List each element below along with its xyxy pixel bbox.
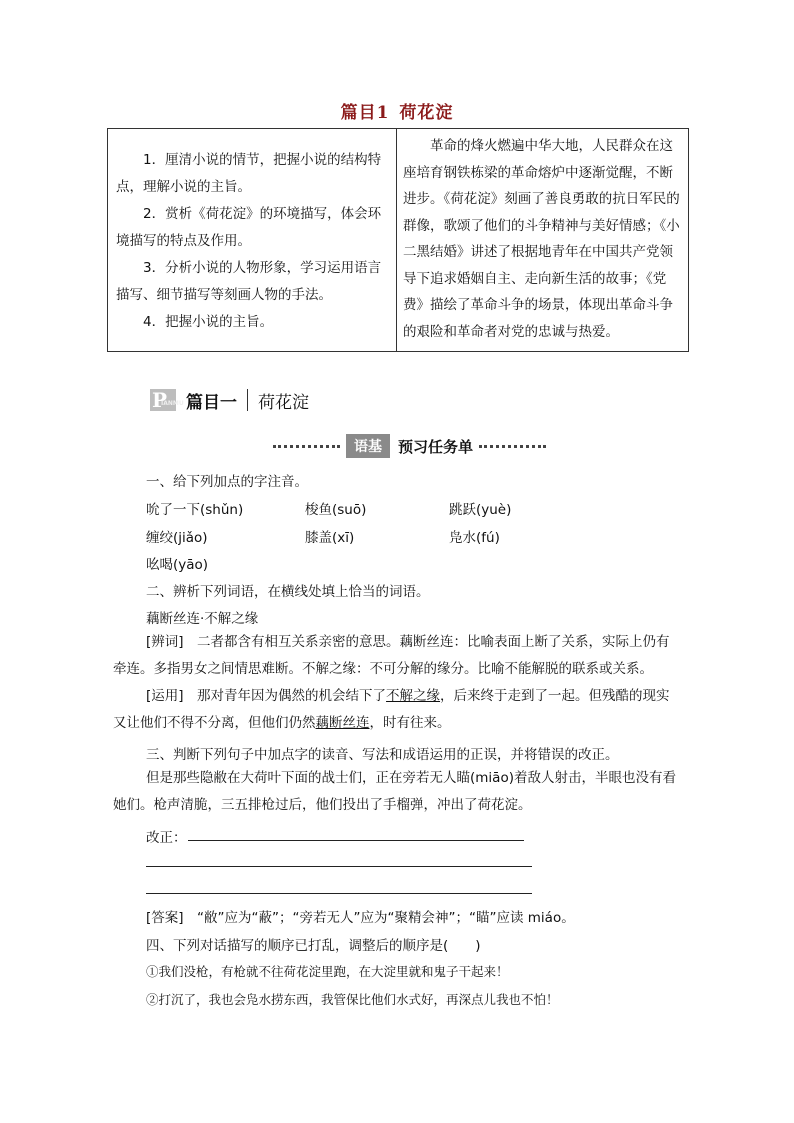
dotted-rule-left: [273, 445, 340, 448]
unit-label: 篇目一: [186, 392, 237, 413]
title-name: 荷花淀: [399, 103, 454, 123]
goal-item: 3．分析小说的人物形象，学习运用语言描写、细节描写等刻画人物的手法。: [116, 260, 382, 303]
q3-answer: [答案] “敝”应为“蔽”；“旁若无人”应为“聚精会神”；“瞄”应读 miáo。: [146, 910, 575, 926]
q2-words: 藕断丝连·不解之缘: [146, 611, 259, 627]
q2-bianci: [辨词] 二者都含有相互关系亲密的意思。藕断丝连：比喻表面上断了关系，实际上仍有牵连。多指男女之间情思难断。不解之缘：不可分解的缘分。比喻不能解脱的联系或关系。: [113, 634, 670, 677]
answer-blank-line[interactable]: [146, 866, 532, 867]
fill-answer-1: 不解之缘: [386, 688, 441, 704]
q3-sentence: 但是那些隐敝在大荷叶下面的战士们，正在旁若无人瞄(miāo)着敌人射击，半眼也没有看她们。枪声清脆，三五排枪过后，他们投出了手榴弹，冲出了荷花淀。: [113, 770, 676, 813]
goal-item: 4．把握小说的主旨。: [143, 314, 274, 330]
q2-heading: 二、辨析下列词语，在横线处填上恰当的词语。: [146, 584, 430, 600]
q1-heading: 一、给下列加点的字注音。: [146, 474, 308, 490]
pinyin-item: 缠绞(jiǎo): [146, 530, 208, 546]
fill-answer-2: 藕断丝连: [315, 715, 370, 731]
goals-cell: [108, 129, 397, 352]
page-title: [0, 98, 794, 123]
unit-name: 荷花淀: [258, 392, 309, 413]
title-prefix: 篇目1: [340, 103, 390, 123]
section-header: [273, 434, 546, 458]
unit-intro: 革命的烽火燃遍中华大地，人民群众在这座培育钢铁栋梁的革命熔炉中逐渐觉醒，不断进步。《荷花淀》刻画了善良勇敢的抗日军民的群像，歌颂了他们的斗争精神与美好情感；《小二黑结婚》讲述了根据地青年在中国共产党领导下追求婚姻自主、走向新生活的故事；《党费》描绘了革命斗争的场景，体现出革命斗争的艰险和革命者对党的忠诚与热爱。: [403, 138, 680, 340]
pianmu-badge-icon: P IANMU: [152, 388, 184, 412]
pinyin-item: 吆喝(yāo): [146, 557, 209, 573]
q3-heading: 三、判断下列句子中加点字的读音、写法和成语运用的正误，并将错误的改正。: [146, 747, 619, 763]
dotted-rule-right: [479, 445, 546, 448]
intro-cell: [397, 129, 689, 352]
dialogue-option: ②打沉了，我也会凫水捞东西，我管保比他们水式好，再深点儿我也不怕！: [146, 992, 559, 1007]
dialogue-option: ①我们没枪，有枪就不往荷花淀里跑，在大淀里就和鬼子干起来！: [146, 964, 509, 979]
section-title: 预习任务单: [398, 437, 474, 456]
q2-yunyong: [运用] 那对青年因为偶然的机会结下了不解之缘，后来终于走到了一起。但残酷的现实又让他们不得不分离，但他们仍然藕断丝连，时有往来。: [113, 688, 670, 731]
goal-item: 2．赏析《荷花淀》的环境描写，体会环境描写的特点及作用。: [116, 206, 382, 249]
unit-divider: [247, 389, 248, 411]
pinyin-item: 梭鱼(suō): [305, 502, 367, 518]
unit-header: [150, 387, 309, 413]
learning-goals-table: [107, 128, 689, 352]
pinyin-item: 跳跃(yuè): [449, 502, 512, 518]
pinyin-item: 凫水(fú): [449, 530, 500, 546]
correct-label: 改正：: [146, 830, 187, 846]
q4-heading: 四、下列对话描写的顺序已打乱，调整后的顺序是( ): [146, 938, 481, 954]
pinyin-item: 吮了一下(shǔn): [146, 502, 244, 518]
answer-blank-line[interactable]: [146, 893, 532, 894]
answer-blank-line[interactable]: [188, 840, 524, 841]
section-tag: 语基: [346, 434, 390, 458]
goal-item: 1．厘清小说的情节，把握小说的结构特点，理解小说的主旨。: [116, 152, 382, 195]
pinyin-item: 膝盖(xī): [305, 530, 355, 546]
